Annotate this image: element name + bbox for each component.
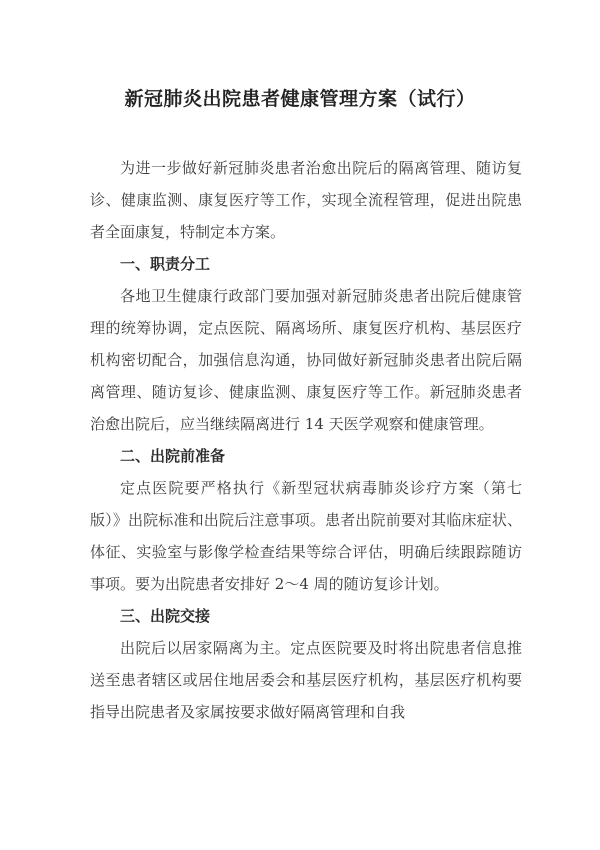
section-text-duties: 各地卫生健康行政部门要加强对新冠肺炎患者出院后健康管理的统筹协调，定点医院、隔离场所、康复医疗机构、基层医疗机构密切配合，加强信息沟通，协同做好新冠肺炎患者出院后隔离管理、随访复诊、健康监测、康复医疗等工作。新冠肺炎患者治愈出院后，应当继续隔离进行 14 天医学观察和健康管理。	[90, 287, 522, 433]
section-text-handover: 出院后以居家隔离为主。定点医院要及时将出院患者信息推送至患者辖区或居住地居委会和基层医疗机构，基层医疗机构要指导出院患者及家属按要求做好隔离管理和自我	[90, 639, 522, 721]
document-title: 新冠肺炎出院患者健康管理方案（试行）	[124, 88, 476, 110]
section-text-preparation: 定点医院要严格执行《新型冠状病毒肺炎诊疗方案（第七版）》出院标准和出院后注意事项。患者出院前要对其临床症状、体征、实验室与影像学检查结果等综合评估，明确后续跟踪随访事项。要为出院患者安排好 2～4 周的随访复诊计划。	[90, 479, 522, 593]
intro-paragraph: 为进一步做好新冠肺炎患者治愈出院后的隔离管理、随访复诊、健康监测、康复医疗等工作，实现全流程管理，促进出院患者全面康复，特制定本方案。	[90, 159, 522, 241]
document-body	[90, 152, 522, 728]
section-heading-preparation: 二、出院前准备	[120, 447, 226, 465]
section-heading-handover: 三、出院交接	[120, 607, 211, 625]
section-heading-duties: 一、职责分工	[120, 255, 211, 273]
